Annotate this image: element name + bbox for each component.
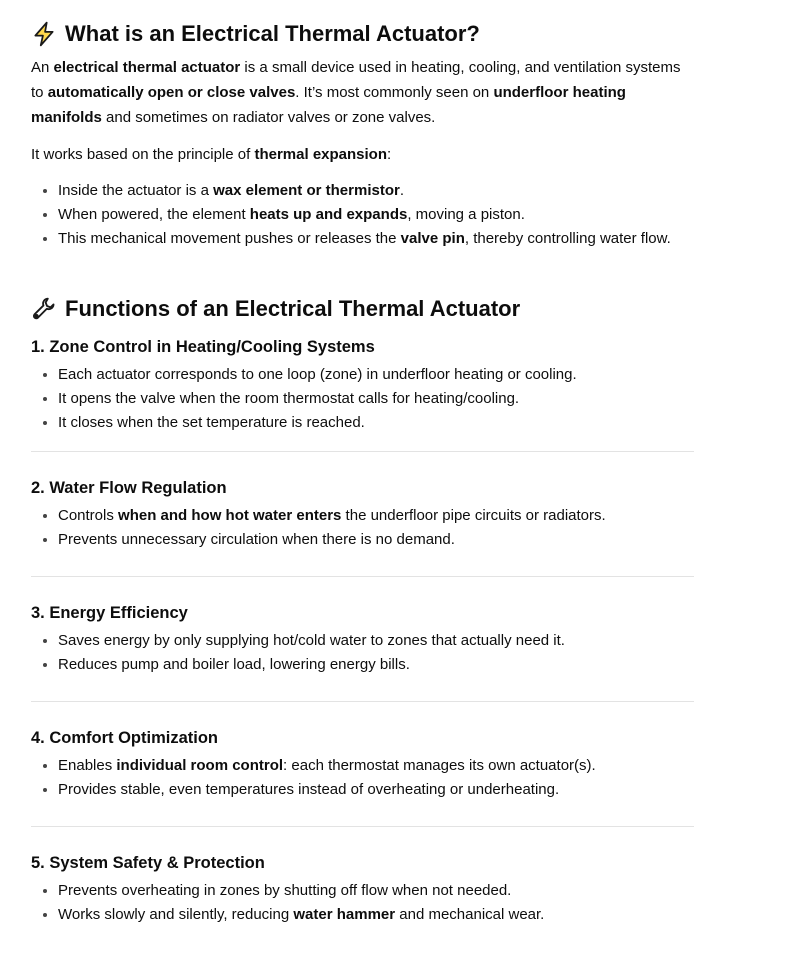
section-title-what-is	[31, 18, 694, 50]
divider	[31, 451, 694, 452]
list-item: • Saves energy by only supplying hot/cold water to zones that actually need it.	[58, 629, 694, 653]
text-span: and sometimes on radiator valves or zone valves.	[101, 109, 436, 126]
list-item: • Reduces pump and boiler load, lowering energy bills.	[58, 653, 694, 677]
section-title-text: Functions of an Electrical Thermal Actuator	[65, 296, 521, 321]
intro-paragraph	[31, 55, 694, 130]
list-item: • Prevents unnecessary circulation when there is no demand.	[58, 528, 694, 552]
wrench-icon	[31, 296, 57, 322]
function-heading-zone-control: 1. Zone Control in Heating/Cooling Systems	[31, 338, 375, 356]
text-span: An	[31, 59, 54, 76]
function-heading-comfort: 4. Comfort Optimization	[31, 729, 218, 747]
list-item: • Works slowly and silently, reducing water hammer and mechanical wear.	[58, 903, 694, 927]
list-item: • Provides stable, even temperatures instead of overheating or underheating.	[58, 778, 694, 802]
list-item: • It opens the valve when the room thermostat calls for heating/cooling.	[58, 387, 694, 411]
text-span: is a small device used in heating, cooling, and ventilation systems to	[31, 59, 681, 101]
list-item: • It closes when the set temperature is reached.	[58, 411, 694, 435]
function-heading-safety: 5. System Safety & Protection	[31, 854, 265, 872]
principle-paragraph	[31, 142, 694, 167]
list-item: • Each actuator corresponds to one loop (zone) in underfloor heating or cooling.	[58, 363, 694, 387]
list-item: • Inside the actuator is a wax element or thermistor.	[58, 179, 694, 203]
bold-span: electrical thermal actuator	[53, 59, 241, 76]
list-item: • Prevents overheating in zones by shutting off flow when not needed.	[58, 879, 694, 903]
function-list	[31, 629, 694, 677]
bold-span: underfloor heating manifolds	[31, 84, 626, 126]
function-heading-energy: 3. Energy Efficiency	[31, 604, 188, 622]
text-span: :	[387, 146, 392, 163]
text-span: . It’s most commonly seen on	[295, 84, 494, 101]
divider	[31, 576, 694, 577]
list-item: • When powered, the element heats up and expands, moving a piston.	[58, 203, 694, 227]
list-item: • Controls when and how hot water enters the underfloor pipe circuits or radiators.	[58, 504, 694, 528]
function-list	[31, 504, 694, 552]
function-heading-water-flow: 2. Water Flow Regulation	[31, 479, 227, 497]
section-title-functions	[31, 293, 694, 325]
function-list	[31, 754, 694, 802]
function-list	[31, 879, 694, 927]
bold-span: automatically open or close valves	[47, 84, 296, 101]
bold-span: thermal expansion	[254, 146, 388, 163]
section-title-text: What is an Electrical Thermal Actuator?	[65, 21, 480, 46]
principle-list	[31, 179, 694, 251]
divider	[31, 701, 694, 702]
text-span: It works based on the principle of	[31, 146, 255, 163]
divider	[31, 826, 694, 827]
function-list	[31, 363, 694, 435]
lightning-icon	[31, 21, 57, 47]
list-item: • This mechanical movement pushes or releases the valve pin, thereby controlling water flow.	[58, 227, 694, 251]
list-item: • Enables individual room control: each thermostat manages its own actuator(s).	[58, 754, 694, 778]
